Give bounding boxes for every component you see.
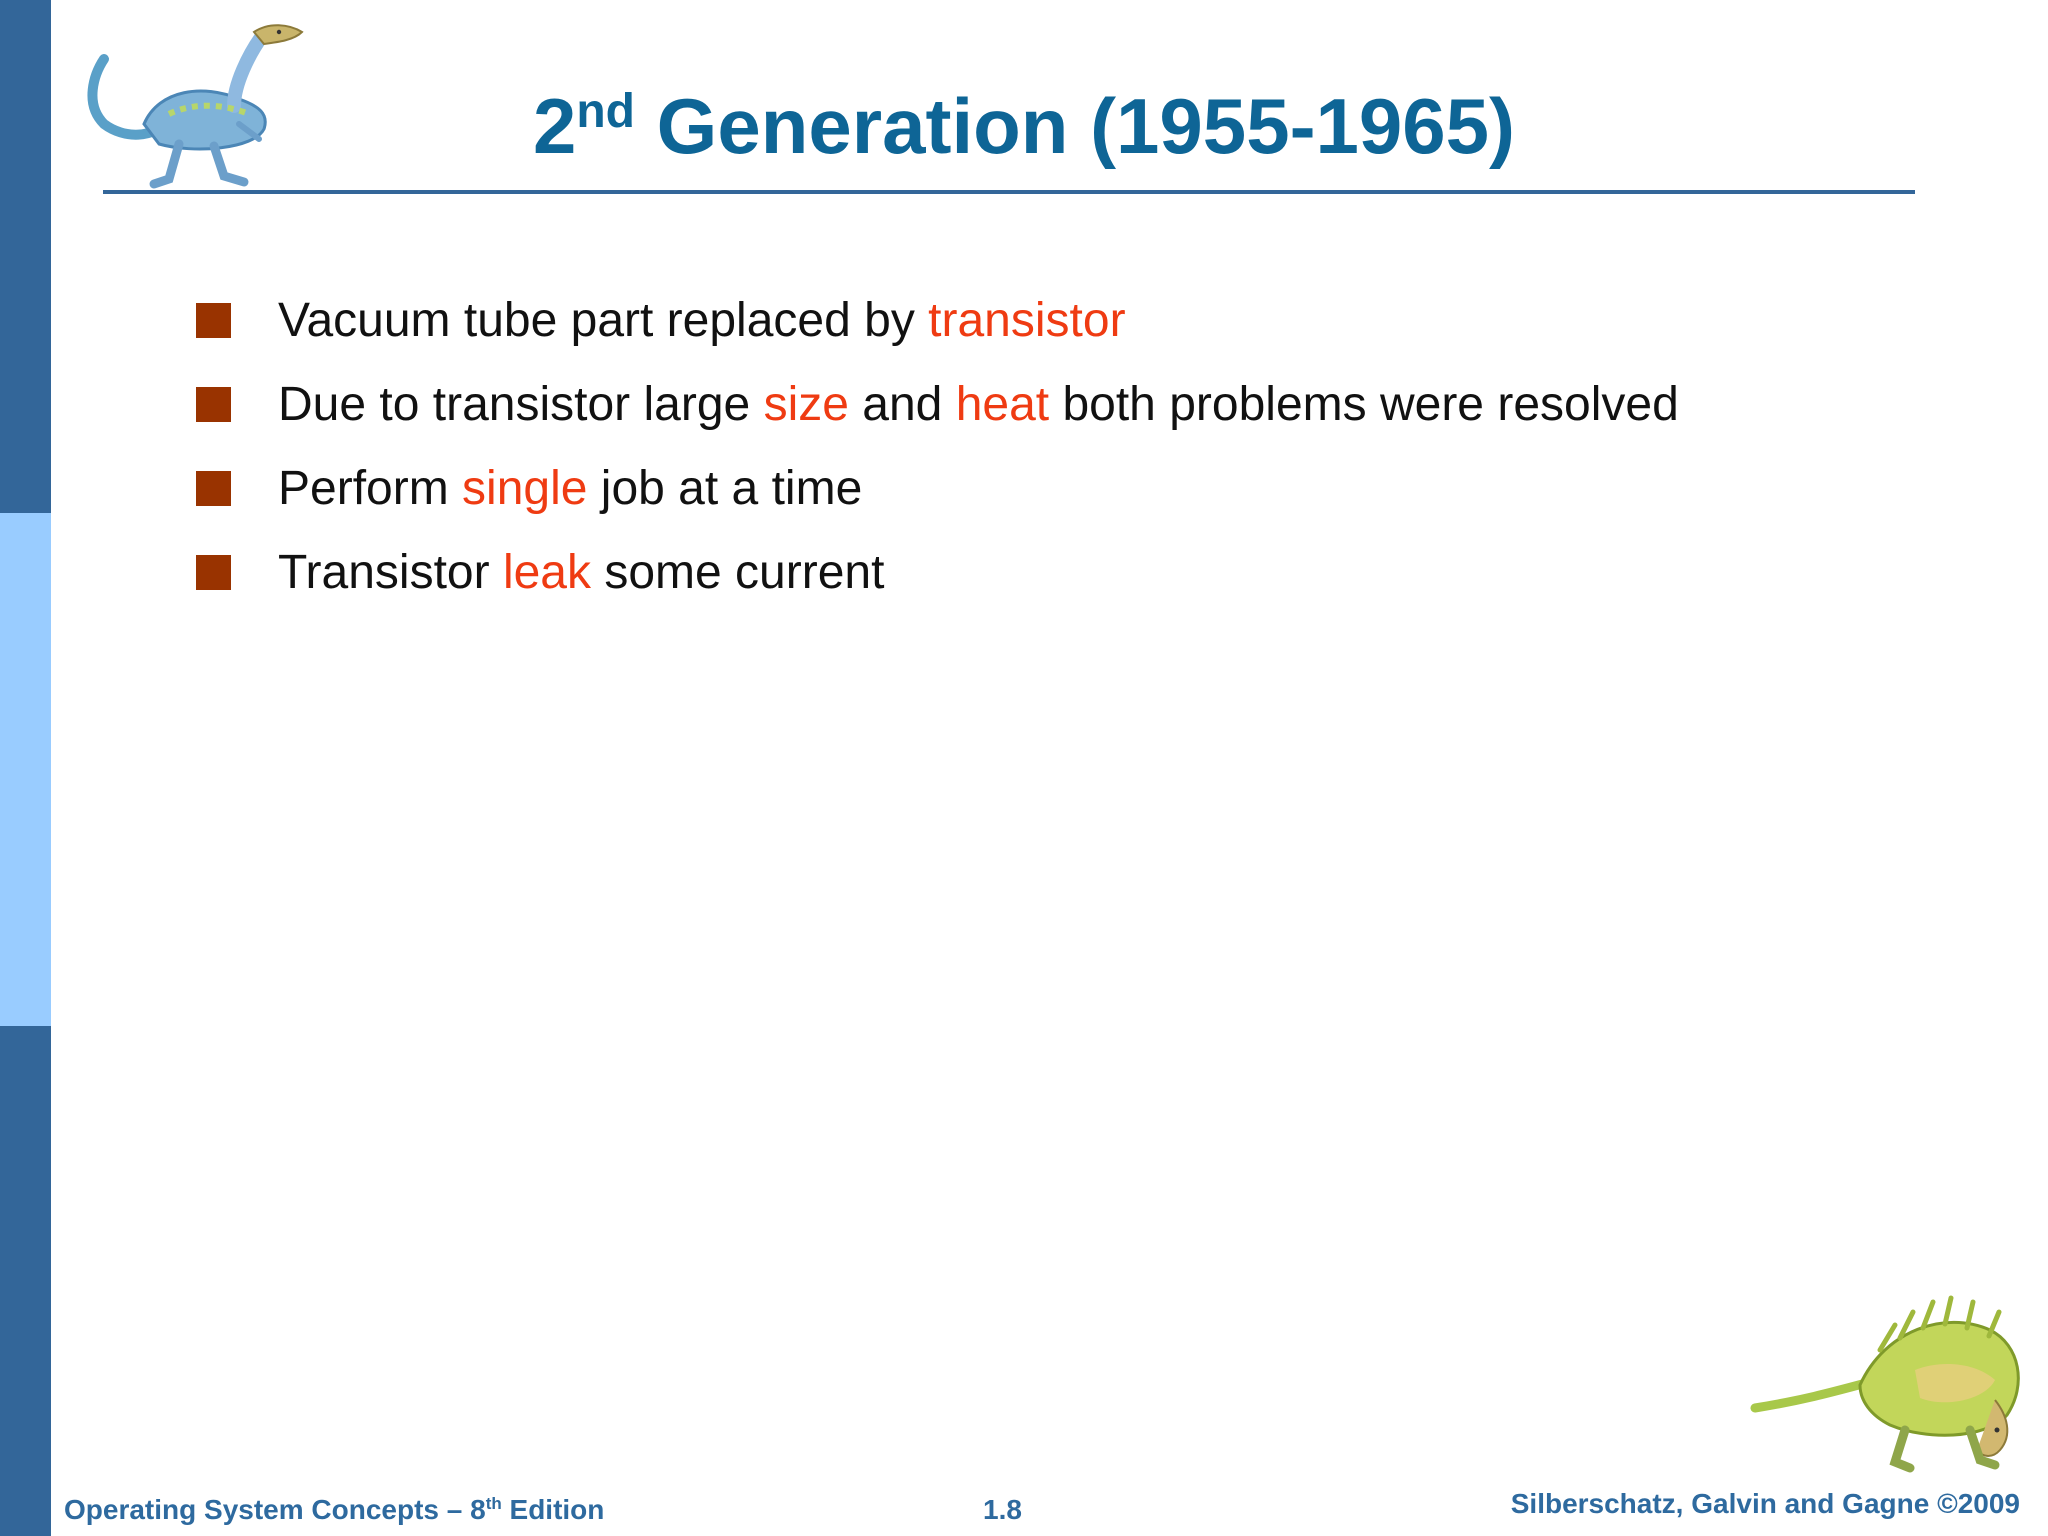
footer-page-number: 1.8 bbox=[983, 1494, 1022, 1525]
highlight-word: single bbox=[462, 462, 588, 515]
title-underline bbox=[103, 190, 1915, 194]
highlight-word: size bbox=[763, 378, 849, 431]
highlight-word: leak bbox=[502, 546, 591, 599]
highlight-word: heat bbox=[955, 378, 1050, 431]
square-bullet-icon bbox=[196, 471, 231, 506]
footer-book-suffix: Edition bbox=[501, 1494, 605, 1525]
bullet-item bbox=[196, 454, 1679, 538]
bullet-item bbox=[196, 286, 1679, 370]
title-text: Generation (1955-1965) bbox=[634, 82, 1516, 170]
bullet-text: Transistor bbox=[278, 546, 503, 599]
footer-copyright: Silberschatz, Galvin and Gagne ©2009 bbox=[1510, 1488, 2020, 1519]
bullet-text: both problems were resolved bbox=[1049, 378, 1679, 431]
dinosaur-bottom-right-icon bbox=[1745, 1290, 2035, 1480]
square-bullet-icon bbox=[196, 555, 231, 590]
left-sidebar bbox=[0, 0, 51, 1536]
bullet-item bbox=[196, 370, 1679, 454]
sidebar-dark-bottom-band bbox=[0, 1026, 51, 1536]
square-bullet-icon bbox=[196, 387, 231, 422]
highlight-word: transistor bbox=[928, 294, 1126, 347]
square-bullet-icon bbox=[196, 303, 231, 338]
footer-book-prefix: Operating System Concepts – 8 bbox=[64, 1494, 486, 1525]
sidebar-light-middle-band bbox=[0, 513, 51, 1026]
footer-book-title bbox=[64, 1494, 604, 1526]
bullet-text: Perform bbox=[278, 462, 463, 515]
bullet-text: Vacuum tube part replaced by bbox=[278, 294, 929, 347]
footer-edition-ordinal: th bbox=[485, 1494, 502, 1513]
title-ordinal-suffix: nd bbox=[576, 85, 635, 138]
slide-title bbox=[0, 84, 2048, 170]
sidebar-dark-top-band bbox=[0, 0, 51, 513]
bullet-text: Due to transistor large bbox=[278, 378, 764, 431]
bullet-text: and bbox=[848, 378, 956, 431]
bullet-list bbox=[196, 286, 1679, 622]
bullet-text: job at a time bbox=[587, 462, 863, 515]
bullet-text: some current bbox=[591, 546, 885, 599]
title-number: 2 bbox=[532, 82, 577, 170]
bullet-item bbox=[196, 538, 1679, 622]
